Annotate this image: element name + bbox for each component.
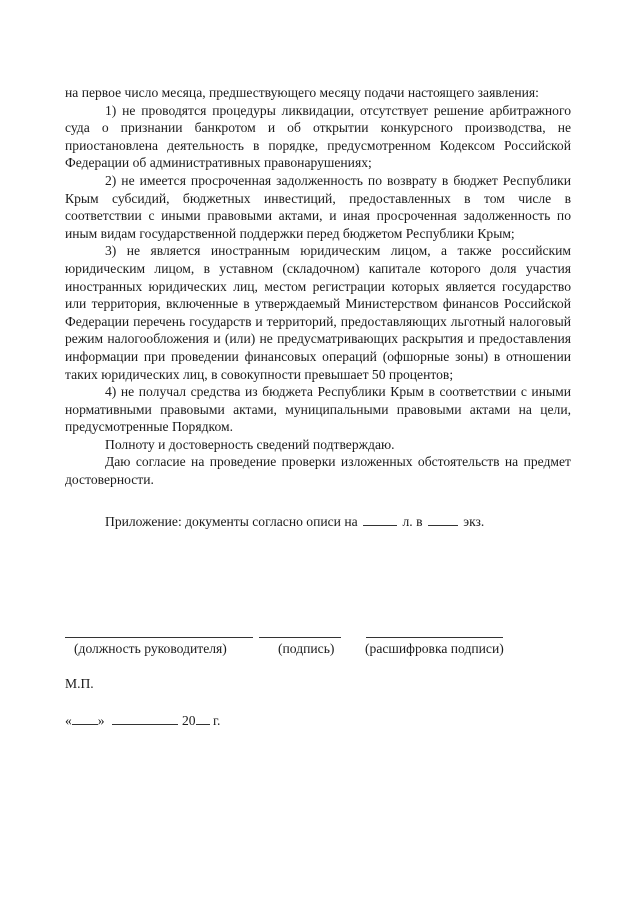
paragraph-item-2: 2) не имеется просроченная задолженность по возврату в бюджет Республики Крым субсидий, бюджетных инвестиций, предоставленных в том числе в соответствии с иными правовыми актами, и иная просроченная задолженность по иным видам государственной поддержки перед бюджетом Республики Крым;	[65, 172, 571, 241]
year-field[interactable]	[196, 712, 210, 725]
attachment-middle: л. в	[402, 513, 423, 529]
signature-block	[65, 622, 571, 662]
signature-decoding-field[interactable]	[366, 637, 503, 638]
signature-field[interactable]	[259, 637, 341, 638]
year-prefix: 20	[182, 713, 196, 728]
paragraph-item-3: 3) не является иностранным юридическим лицом, а также российским юридическим лицом, в уставном (складочном) капитале которого доля участия иностранных юридических лиц, местом регистрации которых является государство или территория, включенные в утверждаемый Министерством финансов Российской Федерации перечень государств и территорий, предоставляющих льготный налоговый режим налогообложения и (или) не предусматривающих раскрытия и предоставления информации при проведении финансовых операций (офшорные зоны) в отношении таких юридических лиц, в совокупности превышает 50 процентов;	[65, 243, 571, 382]
date-line	[65, 712, 220, 729]
signature-caption: (подпись)	[278, 641, 335, 656]
paragraph-intro: на первое число месяца, предшествующего месяцу подачи настоящего заявления:	[65, 85, 539, 100]
attachment-prefix: Приложение: документы согласно описи на	[105, 513, 358, 529]
copies-count-field[interactable]	[428, 513, 458, 526]
date-close-quote: »	[97, 713, 105, 728]
paragraph-confirmation: Полноту и достоверность сведений подтверждаю.	[105, 436, 395, 452]
attachment-suffix: экз.	[463, 513, 485, 529]
attachment-line	[65, 513, 571, 531]
stamp-label: М.П.	[65, 676, 94, 691]
day-field[interactable]	[72, 712, 98, 725]
paragraph-item-4: 4) не получал средства из бюджета Республики Крым в соответствии с иными нормативными правовыми актами, муниципальными правовыми актами на цели, предусмотренные Порядком.	[65, 384, 571, 435]
position-field[interactable]	[65, 637, 253, 638]
position-caption: (должность руководителя)	[74, 641, 227, 656]
date-open-quote: «	[65, 713, 72, 728]
sheets-count-field[interactable]	[363, 513, 397, 526]
paragraph-item-1: 1) не проводятся процедуры ликвидации, отсутствует решение арбитражного суда о признании банкротом и об открытии конкурсного производства, не приостановлена деятельность в порядке, предусмотренном Кодексом Российской Федерации об административных правонарушениях;	[65, 102, 571, 171]
year-suffix: г.	[213, 713, 221, 728]
document-body	[65, 84, 571, 530]
paragraph-consent: Даю согласие на проведение проверки изложенных обстоятельств на предмет достоверности.	[65, 454, 571, 488]
month-field[interactable]	[112, 712, 178, 725]
decoding-caption: (расшифровка подписи)	[365, 641, 504, 656]
